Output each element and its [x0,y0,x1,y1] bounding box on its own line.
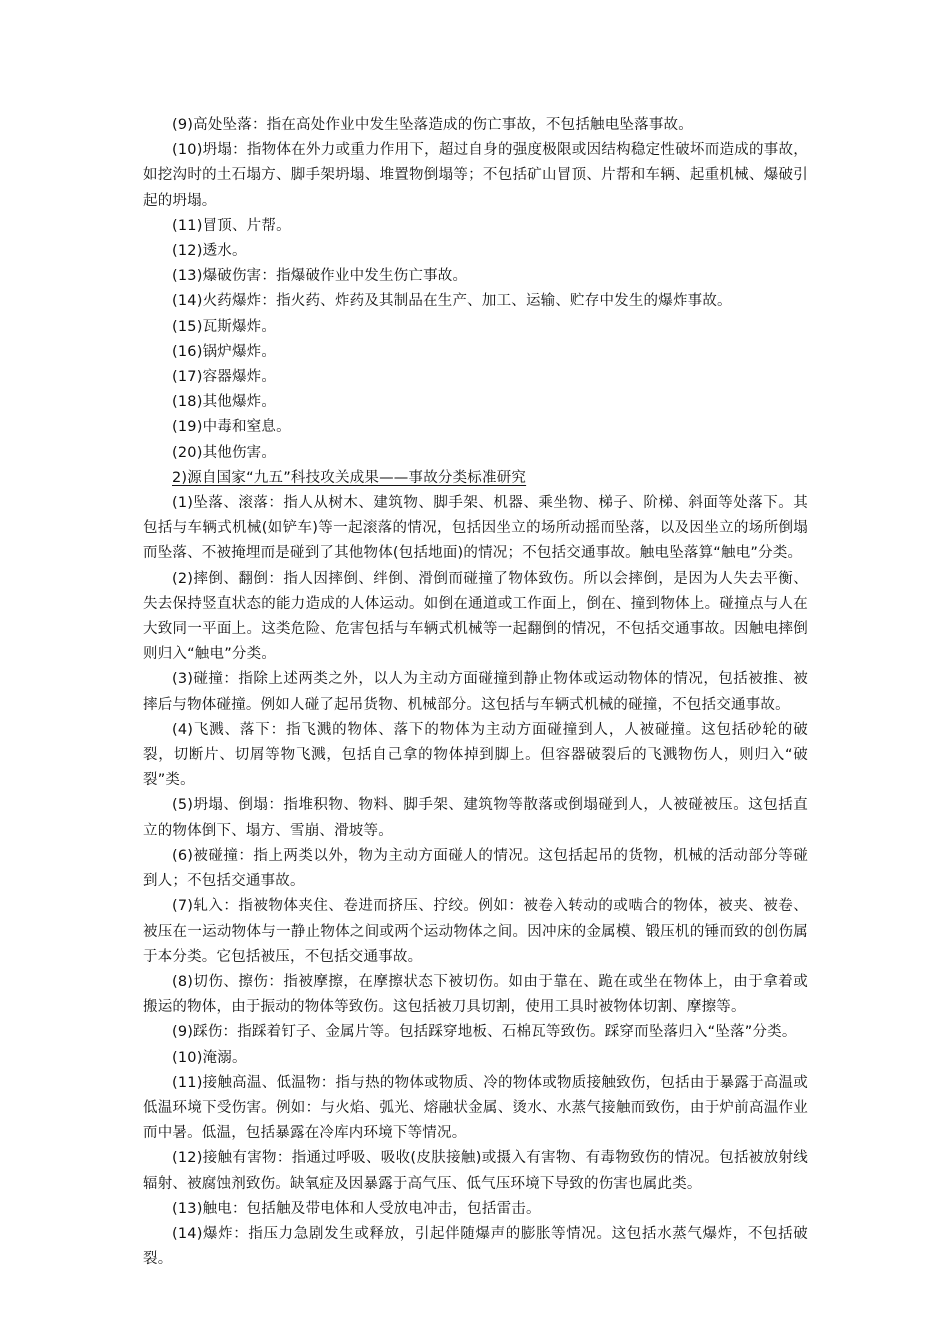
list-item: (3)碰撞：指除上述两类之外，以人为主动方面碰撞到静止物体或运动物体的情况，包括被推、被摔后与物体碰撞。例如人碰了起吊货物、机械部分。这包括与车辆式机械的碰撞，不包括交通事故。 [143,671,808,713]
list-item: (6)被碰撞：指上两类以外，物为主动方面碰人的情况。这包括起吊的货物，机械的活动部分等碰到人；不包括交通事故。 [143,847,808,890]
list-item: (19)中毒和窒息。 [172,419,291,436]
list-item: (9)高处坠落：指在高处作业中发生坠落造成的伤亡事故，不包括触电坠落事故。 [172,117,693,133]
list-item: (9)踩伤：指踩着钉子、金属片等。包括踩穿地板、石棉瓦等致伤。踩穿而坠落归入“坠落”分类。 [172,1024,797,1041]
list-item: (1)坠落、滚落：指人从树木、建筑物、脚手架、机器、乘坐物、梯子、阶梯、斜面等处落下。其包括与车辆式机械(如铲车)等一起滚落的情况，包括因坐立的场所动摇而坠落，以及因坐立的场所倒塌而坠落、不被掩埋而是碰到了其他物体(包括地面)的情况；不包括交通事故。触电坠落算“触电”分类。 [143,495,808,562]
list-item: (18)其他爆炸。 [172,394,277,411]
list-item: (11)冒顶、片帮。 [172,217,291,234]
document-body [143,113,808,1272]
list-item: (14)火药爆炸：指火药、炸药及其制品在生产、加工、运输、贮存中发生的爆炸事故。 [172,293,732,310]
list-item: (16)锅炉爆炸。 [172,343,277,360]
list-item: (7)轧入：指被物体夹住、卷进而挤压、拧绞。例如：被卷入转动的或啮合的物体，被夹、被卷、被压在一运动物体与一静止物体之间或两个运动物体之间。因冲床的金属模、锻压机的锤而致的创伤属于本分类。它包括被压，不包括交通事故。 [143,898,808,965]
list-item: (15)瓦斯爆炸。 [172,318,277,335]
list-item: (20)其他伤害。 [172,444,277,461]
list-item: (4)飞溅、落下：指飞溅的物体、落下的物体为主动方面碰撞到人，人被碰撞。这包括砂轮的破裂，切断片、切屑等物飞溅，包括自己拿的物体掉到脚上。但容器破裂后的飞溅物伤人，则归入“破裂”类。 [143,721,808,789]
list-item: (13)触电：包括触及带电体和人受放电冲击，包括雷击。 [172,1200,541,1217]
list-item: (10)坍塌：指物体在外力或重力作用下，超过自身的强度极限或因结构稳定性破坏而造成的事故，如挖沟时的土石塌方、脚手架坍塌、堆置物倒塌等；不包括矿山冒顶、片帮和车辆、起重机械、爆破引起的坍塌。 [143,142,808,209]
list-item: (5)坍塌、倒塌：指堆积物、物料、脚手架、建筑物等散落或倒塌碰到人，人被碰被压。这包括直立的物体倒下、塌方、雪崩、滑坡等。 [143,797,808,839]
list-item: (11)接触高温、低温物：指与热的物体或物质、冷的物体或物质接触致伤，包括由于暴露于高温或低温环境下受伤害。例如：与火焰、弧光、熔融状金属、烫水、水蒸气接触而致伤，由于炉前高温作业而中暑。低温，包括暴露在冷库内环境下等情况。 [143,1074,808,1142]
list-item: (12)接触有害物：指通过呼吸、吸收(皮肤接触)或摄入有害物、有毒物致伤的情况。包括被放射线辐射、被腐蚀剂致伤。缺氧症及因暴露于高气压、低气压环境下导致的伤害也属此类。 [143,1150,808,1192]
section-heading-text: 2)源自国家“九五”科技攻关成果——事故分类标准研究 [172,469,527,486]
list-item: (12)透水。 [172,243,247,260]
list-item: (2)摔倒、翻倒：指人因摔倒、绊倒、滑倒而碰撞了物体致伤。所以会摔倒，是因为人失去平衡、失去保持竖直状态的能力造成的人体运动。如倒在通道或工作面上，倒在、撞到物体上。碰撞点与人在大致同一平面上。这类危险、危害包括与车辆式机械等一起翻倒的情况，不包括交通事故。因触电摔倒则归入“触电”分类。 [143,570,808,663]
list-item: (8)切伤、擦伤：指被摩擦，在摩擦状态下被切伤。如由于靠在、跪在或坐在物体上，由于拿着或搬运的物体，由于振动的物体等致伤。这包括被刀具切割，使用工具时被物体切割、摩擦等。 [143,973,808,1016]
list-item: (17)容器爆炸。 [172,369,277,386]
list-item: (14)爆炸：指压力急剧发生或释放，引起伴随爆声的膨胀等情况。这包括水蒸气爆炸，不包括破裂。 [143,1225,808,1268]
section-heading [143,466,808,491]
list-item: (10)淹溺。 [172,1049,247,1066]
list-item: (13)爆破伤害：指爆破作业中发生伤亡事故。 [172,268,468,285]
